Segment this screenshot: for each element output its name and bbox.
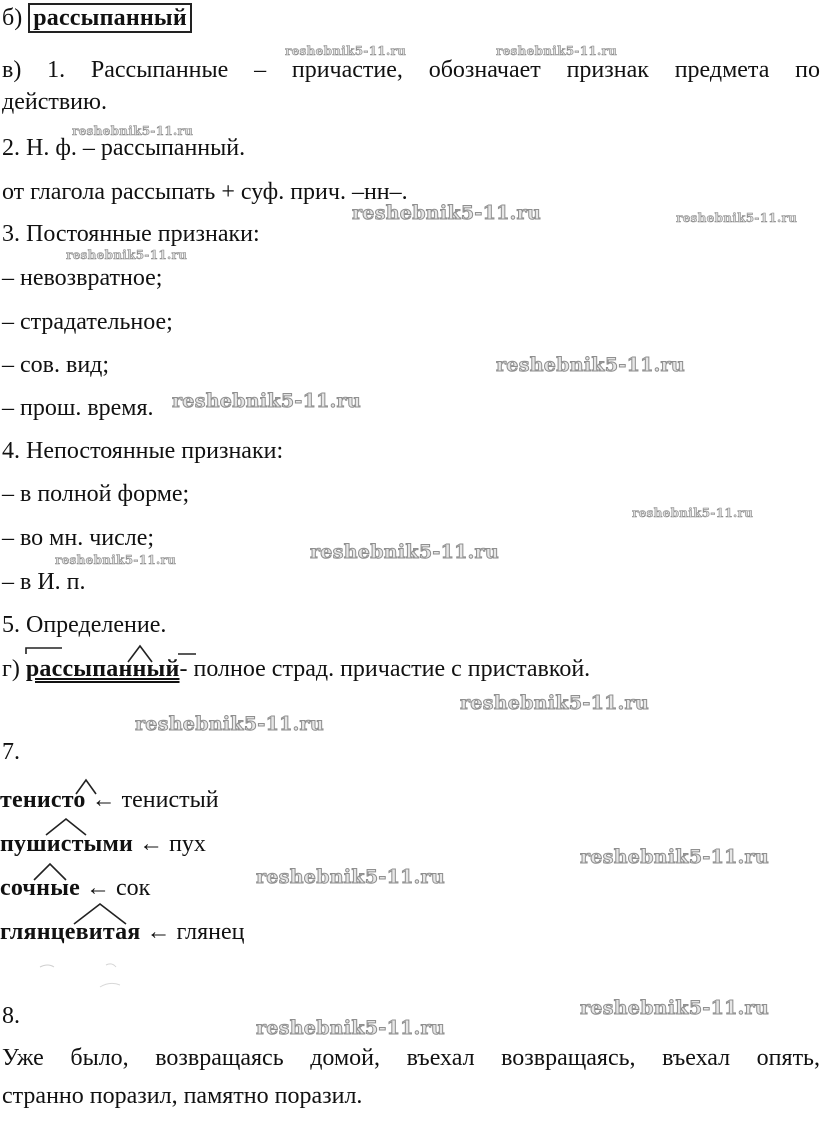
watermark: reshebnik5-11.ru [256, 866, 445, 888]
item-v2-derivation: от глагола рассыпать + суф. прич. –нн–. [2, 179, 408, 205]
section-8-line1: Уже было, возвращаясь домой, въехал возвращаясь, въехал опять, [2, 1045, 820, 1071]
derived-word-2: пушистыми [0, 831, 134, 857]
source-word-4: глянец [176, 919, 245, 945]
derivation-arrow-2: ← [139, 831, 164, 857]
source-word-3: сок [116, 875, 151, 901]
analyzed-word-b: рассыпанный [28, 3, 192, 33]
watermark: reshebnik5-11.ru [580, 846, 769, 868]
paragraph-v1-line2: действию. [2, 89, 107, 115]
line-g [2, 655, 590, 683]
derivation-arrow-3: ← [86, 875, 110, 901]
watermark: reshebnik5-11.ru [72, 124, 194, 138]
watermark: reshebnik5-11.ru [66, 248, 188, 262]
watermark: reshebnik5-11.ru [135, 713, 324, 735]
item-v2: 2. Н. ф. – рассыпанный. [2, 135, 246, 161]
section-7-number: 7. [2, 739, 20, 765]
scan-noise [20, 955, 180, 995]
watermark: reshebnik5-11.ru [55, 553, 177, 567]
watermark: reshebnik5-11.ru [580, 997, 769, 1019]
item-v3-c: – сов. вид; [2, 352, 110, 378]
line-b [2, 4, 192, 32]
derived-word-3: сочные [0, 875, 80, 901]
watermark: reshebnik5-11.ru [496, 354, 685, 376]
derivation-row-3 [0, 874, 150, 902]
watermark: reshebnik5-11.ru [676, 211, 798, 225]
source-word-2: пух [169, 831, 206, 857]
watermark: reshebnik5-11.ru [352, 202, 541, 224]
watermark: reshebnik5-11.ru [285, 44, 407, 58]
derivation-arrow-4: ← [146, 919, 171, 945]
item-v3-d: – прош. время. [2, 395, 154, 421]
line-g-prefix: г) [2, 656, 26, 682]
item-v3-b: – страдательное; [2, 309, 173, 335]
derivation-row-2 [0, 830, 206, 858]
derivation-row-1 [0, 786, 219, 814]
watermark: reshebnik5-11.ru [496, 44, 618, 58]
line-b-prefix: б) [2, 5, 29, 31]
section-8-line2: странно поразил, памятно поразил. [2, 1083, 363, 1109]
item-v4-a: – в полной форме; [2, 481, 190, 507]
watermark: reshebnik5-11.ru [460, 692, 649, 714]
derivation-row-4 [0, 918, 244, 946]
line-g-rest: - полное страд. причастие с приставкой. [179, 656, 591, 682]
item-v4-c: – в И. п. [2, 569, 86, 595]
watermark: reshebnik5-11.ru [256, 1017, 445, 1039]
item-v4-b: – во мн. числе; [2, 525, 155, 551]
watermark: reshebnik5-11.ru [310, 541, 499, 563]
item-v3-title: 3. Постоянные признаки: [2, 221, 260, 247]
watermark: reshebnik5-11.ru [172, 390, 361, 412]
derivation-arrow-1: ← [91, 787, 116, 813]
derived-word-1: тенисто [0, 787, 86, 813]
analyzed-word-g: рассыпанный [25, 656, 180, 682]
derived-word-4: глянцевитая [0, 919, 141, 945]
source-word-1: тенистый [121, 787, 219, 813]
section-8-number: 8. [2, 1003, 20, 1029]
item-v4-title: 4. Непостоянные признаки: [2, 438, 284, 464]
watermark: reshebnik5-11.ru [632, 506, 754, 520]
item-v5: 5. Определение. [2, 612, 167, 638]
item-v3-a: – невозвратное; [2, 265, 163, 291]
paragraph-v1-line1: в) 1. Рассыпанные – причастие, обозначает признак предмета по [2, 57, 820, 83]
